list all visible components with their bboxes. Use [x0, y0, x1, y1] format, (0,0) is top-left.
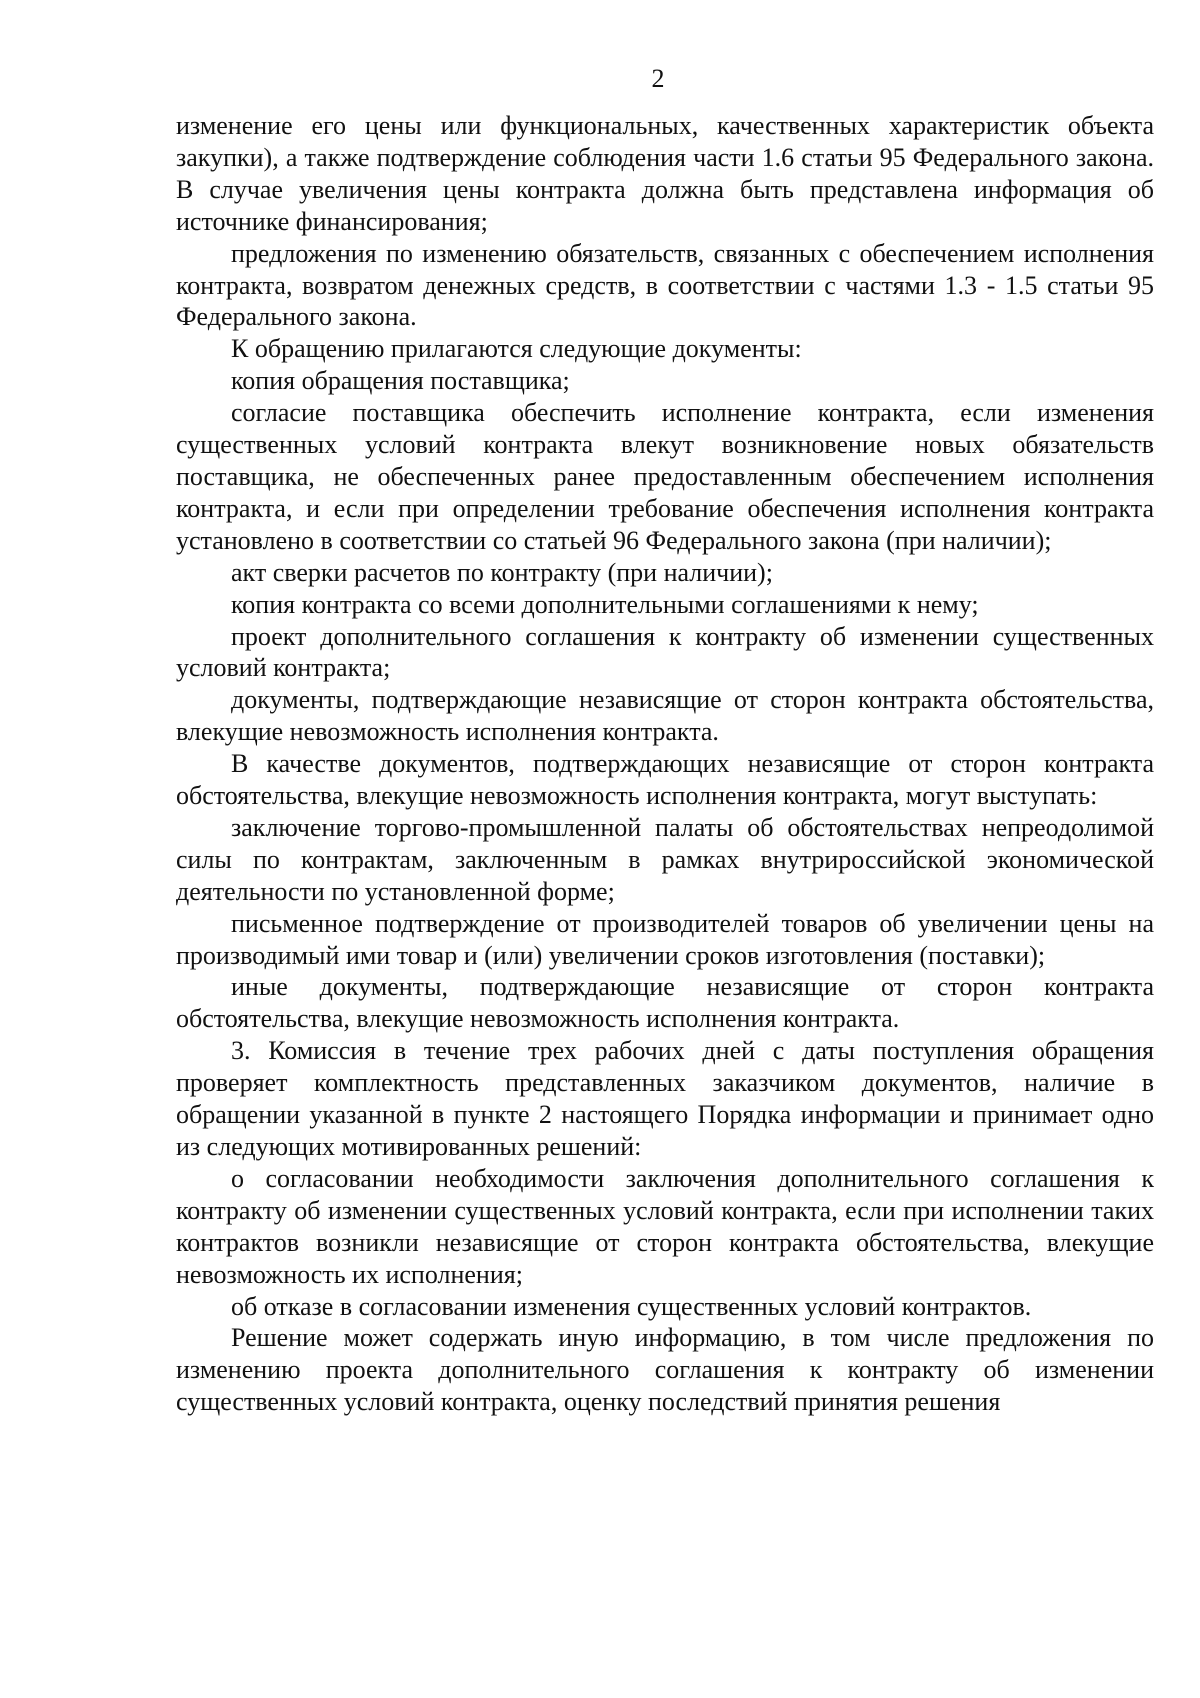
paragraph: изменение его цены или функциональных, качественных характеристик объекта закупки), а также подтверждение соблюдения части 1.6 статьи 95 Федерального закона. В случае увеличения цены контракта должна быть представлена информация об источнике финансирования;	[176, 111, 1154, 236]
paragraph: о согласовании необходимости заключения дополнительного соглашения к контракту об изменении существенных условий контракта, если при исполнении таких контрактов возникли независящие от сторон контракта обстоятельства, влекущие невозможность их исполнения;	[176, 1163, 1154, 1289]
page-number: 2	[651, 64, 665, 93]
paragraph: об отказе в согласовании изменения существенных условий контрактов.	[231, 1291, 1032, 1321]
paragraph: заключение торгово-промышленной палаты об обстоятельствах непреодолимой силы по контрактам, заключенным в рамках внутрироссийской экономической деятельности по установленной форме;	[176, 812, 1154, 906]
paragraph: согласие поставщика обеспечить исполнение контракта, если изменения существенных условий контракта влекут возникновение новых обязательств поставщика, не обеспеченных ранее предоставленным обеспечением исполнения контракта, и если при определении требование обеспечения исполнения контракта установлено в соответствии со статьей 96 Федерального закона (при наличии);	[176, 398, 1154, 555]
paragraph: предложения по изменению обязательств, связанных с обеспечением исполнения контракта, возвратом денежных средств, в соответствии с частями 1.3 - 1.5 статьи 95 Федерального закона.	[176, 238, 1154, 332]
paragraph: копия обращения поставщика;	[231, 366, 570, 396]
document-body	[176, 110, 1154, 1418]
paragraph: иные документы, подтверждающие независящие от сторон контракта обстоятельства, влекущие невозможность исполнения контракта.	[176, 972, 1154, 1034]
paragraph: копия контракта со всеми дополнительными соглашениями к нему;	[231, 589, 979, 619]
paragraph: проект дополнительного соглашения к контракту об изменении существенных условий контракта;	[176, 621, 1154, 683]
paragraph: К обращению прилагаются следующие документы:	[231, 334, 802, 364]
paragraph: Решение может содержать иную информацию, в том числе предложения по изменению проекта дополнительного соглашения к контракту об изменении существенных условий контракта, оценку последствий принятия решения	[176, 1323, 1154, 1417]
paragraph: В качестве документов, подтверждающих независящие от сторон контракта обстоятельства, влекущие невозможность исполнения контракта, могут выступать:	[176, 749, 1154, 811]
paragraph: письменное подтверждение от производителей товаров об увеличении цены на производимый ими товар и (или) увеличении сроков изготовления (поставки);	[176, 908, 1154, 970]
paragraph: 3. Комиссия в течение трех рабочих дней с даты поступления обращения проверяет комплектность представленных заказчиком документов, наличие в обращении указанной в пункте 2 настоящего Порядка информации и принимает одно из следующих мотивированных решений:	[176, 1036, 1154, 1161]
paragraph: акт сверки расчетов по контракту (при наличии);	[231, 557, 773, 587]
paragraph: документы, подтверждающие независящие от сторон контракта обстоятельства, влекущие невозможность исполнения контракта.	[176, 685, 1154, 747]
